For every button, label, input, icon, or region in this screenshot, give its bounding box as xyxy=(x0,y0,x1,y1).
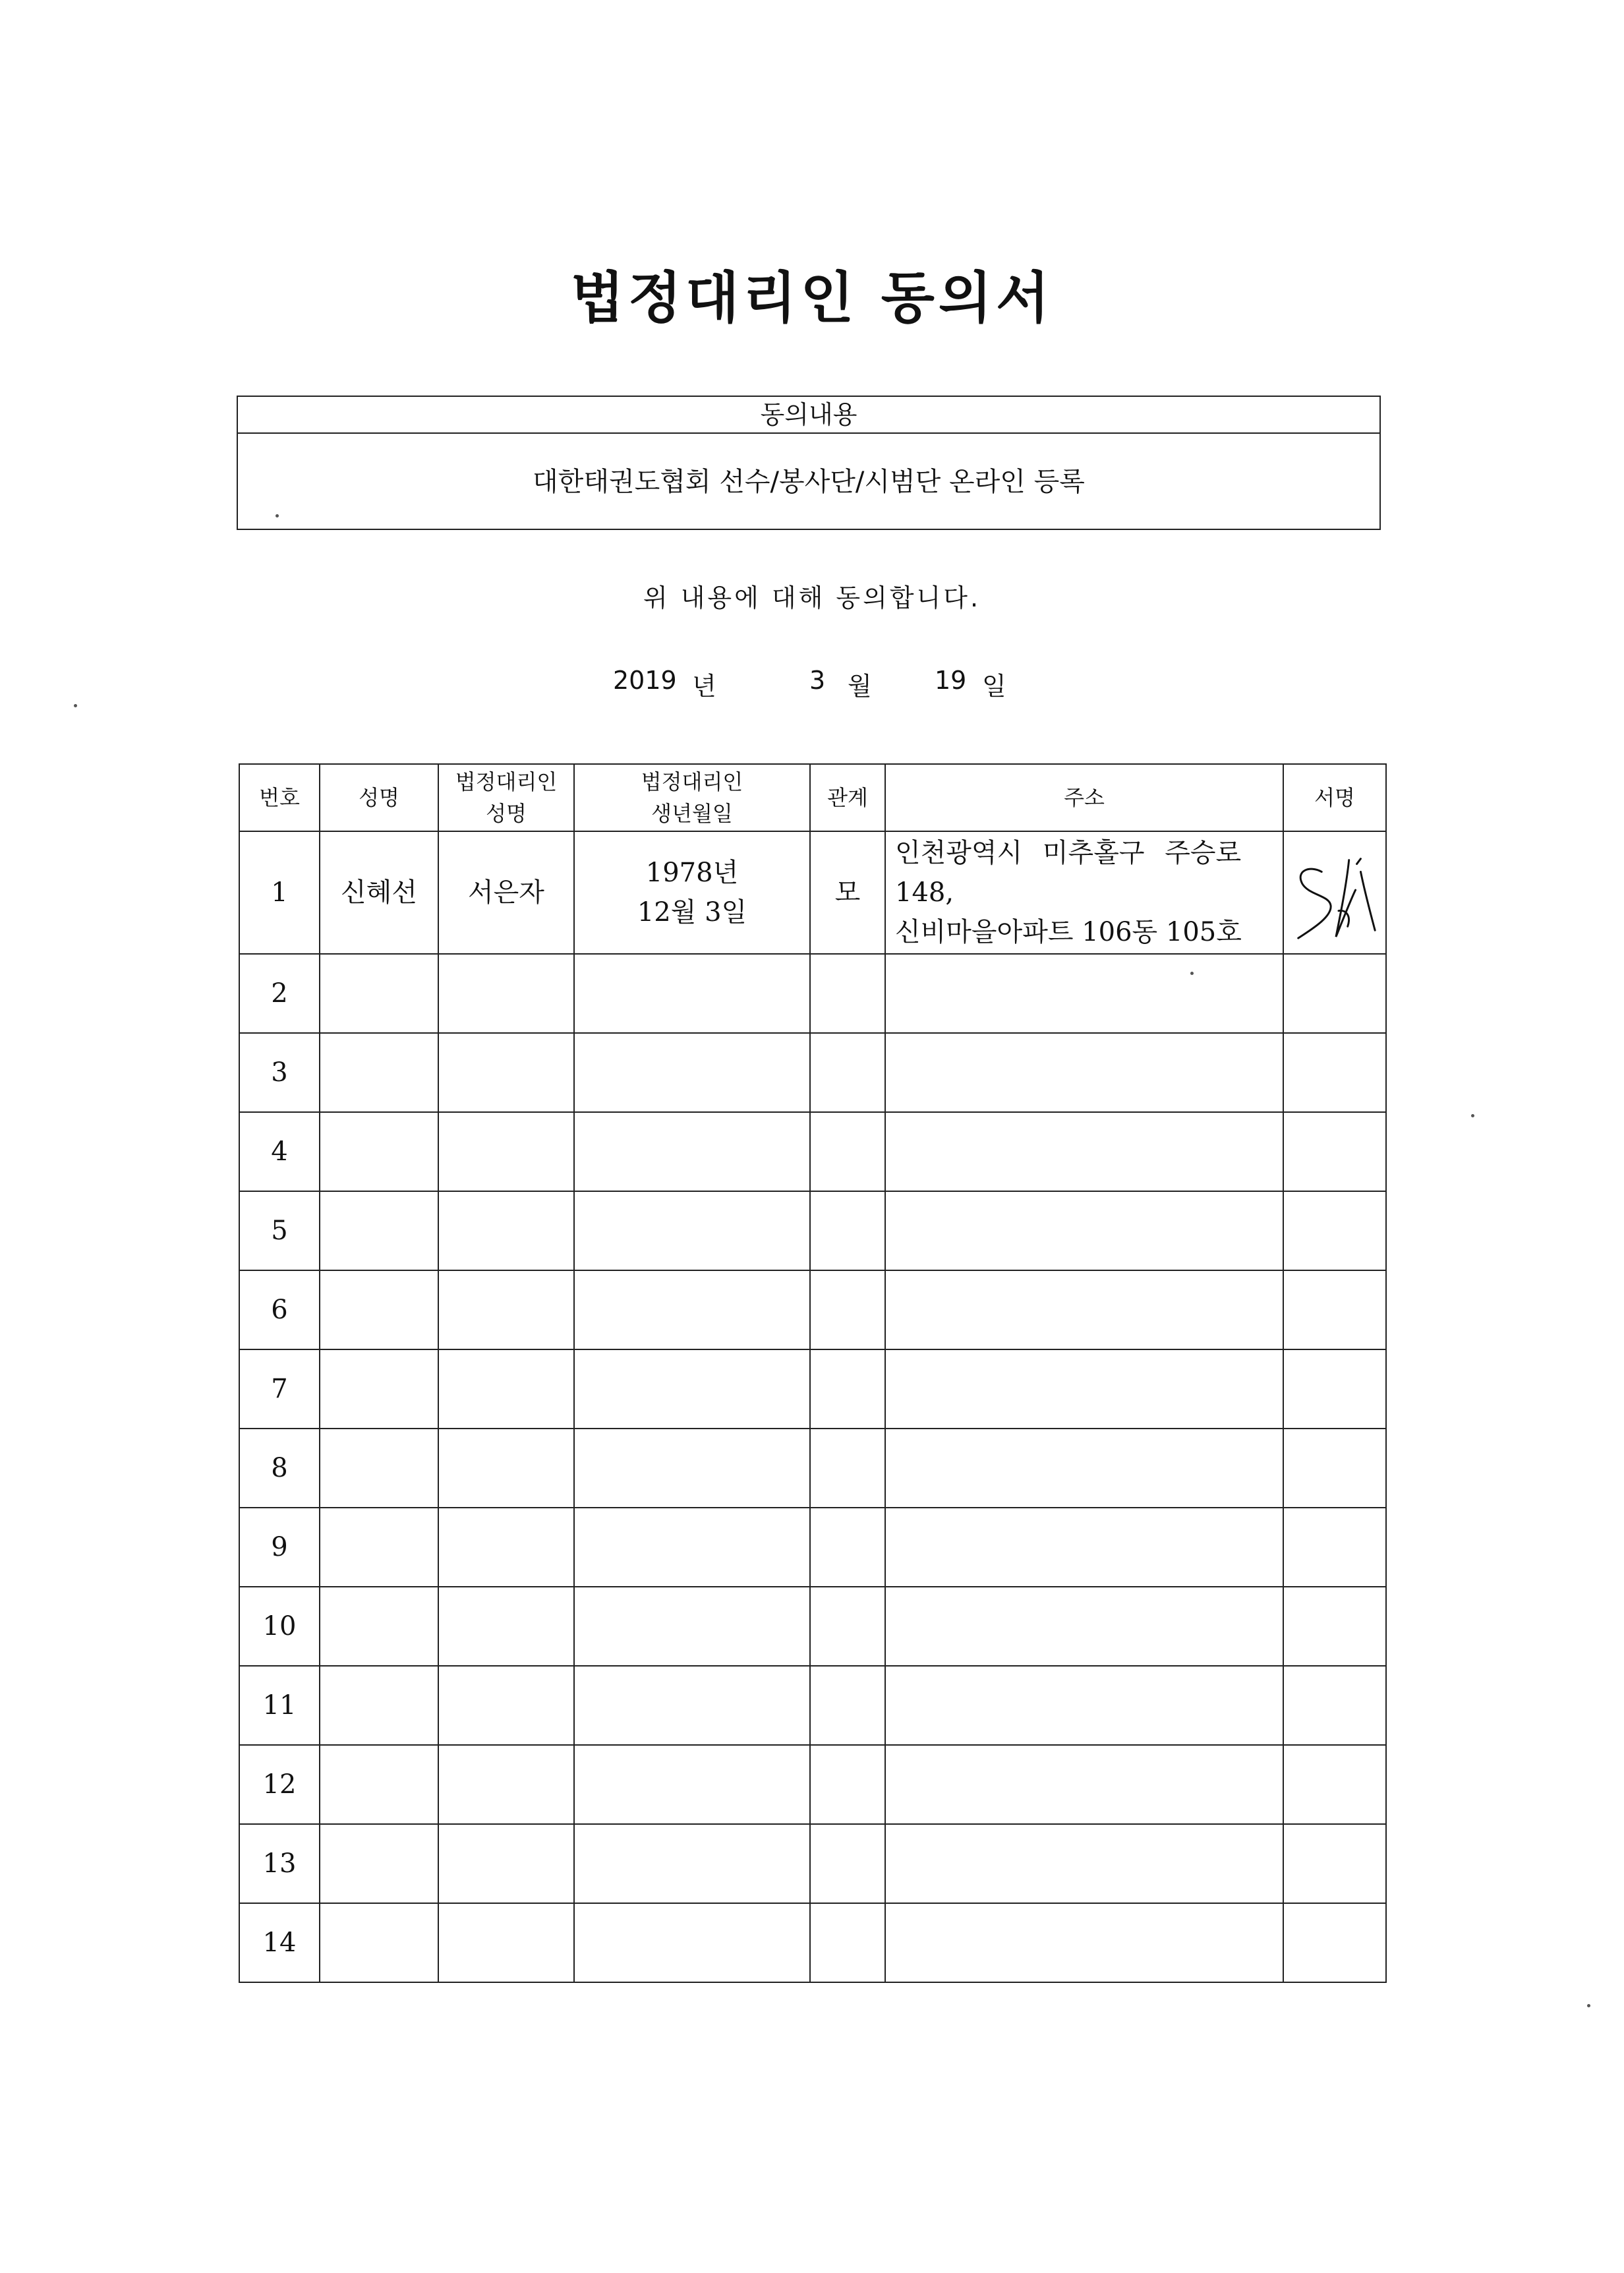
date-month: 3 xyxy=(809,666,826,695)
table-row xyxy=(239,1191,1386,1270)
registration-table xyxy=(239,763,1387,1983)
row-rep-name: 서은자 xyxy=(438,831,574,954)
row-rep-birth-monthday: 12월 3일 xyxy=(637,897,747,928)
table-row xyxy=(239,1666,1386,1745)
header-rep-name xyxy=(438,764,574,831)
row-no: 14 xyxy=(239,1903,320,1982)
table-row xyxy=(239,831,1386,954)
table-row xyxy=(239,1349,1386,1429)
header-address: 주소 xyxy=(885,764,1283,831)
table-row xyxy=(239,1112,1386,1191)
header-name: 성명 xyxy=(320,764,438,831)
table-row xyxy=(239,1508,1386,1587)
row-no: 5 xyxy=(239,1191,320,1270)
table-row xyxy=(239,1270,1386,1349)
table-row xyxy=(239,1033,1386,1112)
header-rep-birth xyxy=(574,764,810,831)
row-no: 6 xyxy=(239,1270,320,1349)
date-month-label: 월 xyxy=(848,672,872,701)
table-row xyxy=(239,1429,1386,1508)
row-no: 12 xyxy=(239,1745,320,1824)
row-rep-birth xyxy=(574,831,810,954)
row-address xyxy=(885,831,1283,954)
handwritten-signature xyxy=(1284,832,1385,953)
row-no: 13 xyxy=(239,1824,320,1903)
date-year-label: 년 xyxy=(692,672,716,701)
table-row xyxy=(239,1587,1386,1666)
row-no: 9 xyxy=(239,1508,320,1587)
table-row xyxy=(239,954,1386,1033)
row-no: 7 xyxy=(239,1349,320,1429)
row-no: 4 xyxy=(239,1112,320,1191)
document-title: 법정대리인 동의서 xyxy=(570,266,1054,330)
date-year: 2019 xyxy=(613,666,677,695)
consent-content-header: 동의내용 xyxy=(238,397,1379,434)
row-address-line3: 신비마을아파트 106동 105호 xyxy=(895,917,1242,947)
consent-content-body: 대한태권도협회 선수/봉사단/시범단 온라인 등록 xyxy=(533,467,1085,497)
row-no: 11 xyxy=(239,1666,320,1745)
date-day-label: 일 xyxy=(982,672,1006,701)
row-no: 3 xyxy=(239,1033,320,1112)
table-row xyxy=(239,1903,1386,1982)
row-address-line1: 인천광역시 미추홀구 주승로 xyxy=(895,838,1242,868)
row-no: 1 xyxy=(239,831,320,954)
header-relation: 관계 xyxy=(810,764,885,831)
header-signature: 서명 xyxy=(1283,764,1386,831)
header-rep-name-line1: 법정대리인 xyxy=(455,769,558,794)
table-header-row xyxy=(239,764,1386,831)
header-rep-birth-line2: 생년월일 xyxy=(651,801,733,826)
date-day: 19 xyxy=(935,666,967,695)
row-no: 8 xyxy=(239,1429,320,1508)
header-no: 번호 xyxy=(239,764,320,831)
agreement-statement: 위 내용에 대해 동의합니다. xyxy=(643,583,981,612)
row-no: 2 xyxy=(239,954,320,1033)
consent-content-box xyxy=(237,396,1381,530)
table-row xyxy=(239,1824,1386,1903)
row-address-line2: 148, xyxy=(895,877,954,908)
row-relation: 모 xyxy=(810,831,885,954)
row-name: 신혜선 xyxy=(320,831,438,954)
table-row xyxy=(239,1745,1386,1824)
row-no: 10 xyxy=(239,1587,320,1666)
header-rep-birth-line1: 법정대리인 xyxy=(641,769,743,794)
row-rep-birth-year: 1978년 xyxy=(645,858,739,888)
row-signature xyxy=(1283,831,1386,954)
header-rep-name-line2: 성명 xyxy=(486,801,527,826)
